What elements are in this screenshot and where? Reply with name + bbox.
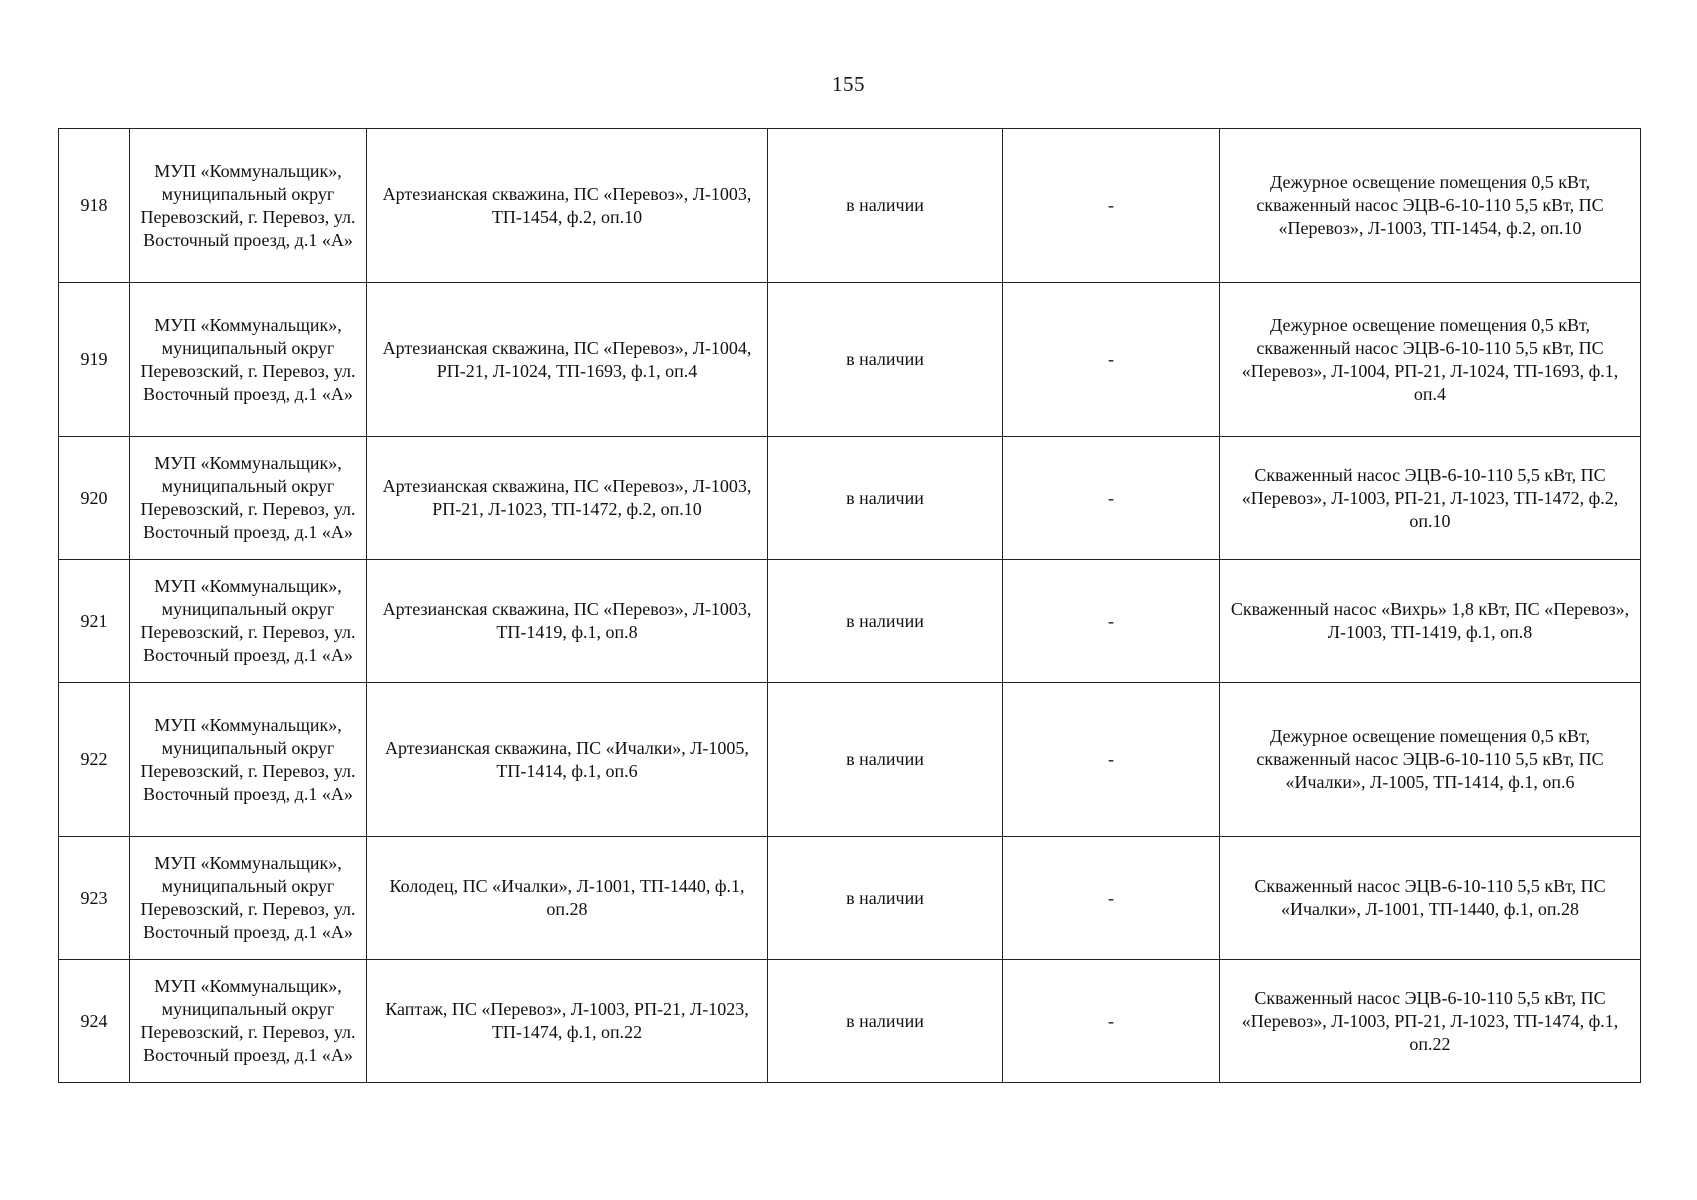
- availability-cell: в наличии: [768, 560, 1003, 683]
- row-number-cell: 919: [59, 283, 130, 437]
- organization-cell: МУП «Коммунальщик», муниципальный округ Перевозский, г. Перевоз, ул. Восточный проезд, д.1 «А»: [130, 837, 367, 960]
- page-number: 155: [832, 72, 865, 96]
- organization-cell: МУП «Коммунальщик», муниципальный округ Перевозский, г. Перевоз, ул. Восточный проезд, д.1 «А»: [130, 560, 367, 683]
- object-cell: Артезианская скважина, ПС «Перевоз», Л-1004, РП-21, Л-1024, ТП-1693, ф.1, оп.4: [367, 283, 768, 437]
- table-row: [59, 437, 1641, 560]
- object-cell: Каптаж, ПС «Перевоз», Л-1003, РП-21, Л-1023, ТП-1474, ф.1, оп.22: [367, 960, 768, 1083]
- availability-cell: в наличии: [768, 960, 1003, 1083]
- organization-cell: МУП «Коммунальщик», муниципальный округ Перевозский, г. Перевоз, ул. Восточный проезд, д.1 «А»: [130, 129, 367, 283]
- registry-table: [58, 128, 1641, 1083]
- equipment-cell: Дежурное освещение помещения 0,5 кВт, скваженный насос ЭЦВ-6-10-110 5,5 кВт, ПС «Перевоз», Л-1003, ТП-1454, ф.2, оп.10: [1220, 129, 1641, 283]
- organization-cell: МУП «Коммунальщик», муниципальный округ Перевозский, г. Перевоз, ул. Восточный проезд, д.1 «А»: [130, 683, 367, 837]
- object-cell: Артезианская скважина, ПС «Перевоз», Л-1003, ТП-1419, ф.1, оп.8: [367, 560, 768, 683]
- object-cell: Артезианская скважина, ПС «Перевоз», Л-1003, РП-21, Л-1023, ТП-1472, ф.2, оп.10: [367, 437, 768, 560]
- table-row: [59, 837, 1641, 960]
- row-number-cell: 920: [59, 437, 130, 560]
- dash-cell: -: [1003, 960, 1220, 1083]
- dash-cell: -: [1003, 283, 1220, 437]
- equipment-cell: Скваженный насос ЭЦВ-6-10-110 5,5 кВт, ПС «Ичалки», Л-1001, ТП-1440, ф.1, оп.28: [1220, 837, 1641, 960]
- row-number-cell: 918: [59, 129, 130, 283]
- table-row: [59, 129, 1641, 283]
- dash-cell: -: [1003, 129, 1220, 283]
- table-row: [59, 560, 1641, 683]
- equipment-cell: Дежурное освещение помещения 0,5 кВт, скваженный насос ЭЦВ-6-10-110 5,5 кВт, ПС «Перевоз», Л-1004, РП-21, Л-1024, ТП-1693, ф.1, оп.4: [1220, 283, 1641, 437]
- organization-cell: МУП «Коммунальщик», муниципальный округ Перевозский, г. Перевоз, ул. Восточный проезд, д.1 «А»: [130, 283, 367, 437]
- availability-cell: в наличии: [768, 129, 1003, 283]
- organization-cell: МУП «Коммунальщик», муниципальный округ Перевозский, г. Перевоз, ул. Восточный проезд, д.1 «А»: [130, 437, 367, 560]
- table-row: [59, 283, 1641, 437]
- row-number-cell: 924: [59, 960, 130, 1083]
- equipment-cell: Скваженный насос ЭЦВ-6-10-110 5,5 кВт, ПС «Перевоз», Л-1003, РП-21, Л-1023, ТП-1472, ф.2, оп.10: [1220, 437, 1641, 560]
- object-cell: Колодец, ПС «Ичалки», Л-1001, ТП-1440, ф.1, оп.28: [367, 837, 768, 960]
- organization-cell: МУП «Коммунальщик», муниципальный округ Перевозский, г. Перевоз, ул. Восточный проезд, д.1 «А»: [130, 960, 367, 1083]
- row-number-cell: 922: [59, 683, 130, 837]
- availability-cell: в наличии: [768, 683, 1003, 837]
- row-number-cell: 923: [59, 837, 130, 960]
- table-row: [59, 683, 1641, 837]
- availability-cell: в наличии: [768, 283, 1003, 437]
- dash-cell: -: [1003, 560, 1220, 683]
- object-cell: Артезианская скважина, ПС «Ичалки», Л-1005, ТП-1414, ф.1, оп.6: [367, 683, 768, 837]
- dash-cell: -: [1003, 837, 1220, 960]
- row-number-cell: 921: [59, 560, 130, 683]
- equipment-cell: Дежурное освещение помещения 0,5 кВт, скваженный насос ЭЦВ-6-10-110 5,5 кВт, ПС «Ичалки», Л-1005, ТП-1414, ф.1, оп.6: [1220, 683, 1641, 837]
- availability-cell: в наличии: [768, 437, 1003, 560]
- equipment-cell: Скваженный насос ЭЦВ-6-10-110 5,5 кВт, ПС «Перевоз», Л-1003, РП-21, Л-1023, ТП-1474, ф.1, оп.22: [1220, 960, 1641, 1083]
- availability-cell: в наличии: [768, 837, 1003, 960]
- table-row: [59, 960, 1641, 1083]
- dash-cell: -: [1003, 437, 1220, 560]
- dash-cell: -: [1003, 683, 1220, 837]
- object-cell: Артезианская скважина, ПС «Перевоз», Л-1003, ТП-1454, ф.2, оп.10: [367, 129, 768, 283]
- equipment-cell: Скваженный насос «Вихрь» 1,8 кВт, ПС «Перевоз», Л-1003, ТП-1419, ф.1, оп.8: [1220, 560, 1641, 683]
